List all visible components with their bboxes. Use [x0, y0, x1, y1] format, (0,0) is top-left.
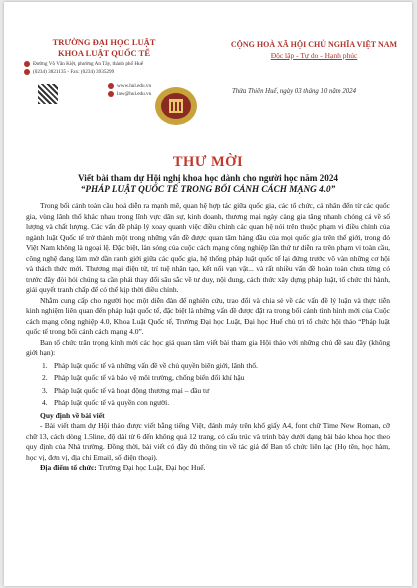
address: Đường Võ Văn Kiệt, phường An Tây, thành phố Huế	[33, 61, 144, 67]
list-item	[42, 361, 390, 372]
section-heading: Quy định về bài viết	[40, 410, 105, 420]
location-pin-icon	[24, 61, 30, 67]
school-name	[44, 37, 164, 59]
item-number: 2.	[42, 373, 48, 382]
location-line	[26, 463, 390, 474]
item-text: Pháp luật quốc tế và quyền con người.	[54, 398, 170, 407]
paragraph: Ban tổ chức trân trọng kính mời các học giả quan tâm viết bài tham gia Hội thảo với những chủ đề sau đây (không giới hạn):	[26, 337, 390, 357]
school-name-line1: TRƯỜNG ĐẠI HỌC LUẬT	[52, 37, 156, 47]
letter-header	[4, 2, 412, 134]
paragraph: - Bài viết tham dự Hội thảo được viết bằng tiếng Việt, đánh máy trên khổ giấy A4, font chữ Time New Roman, cỡ chữ 13, cách dòng 1.5line, độ dài từ 6 đến không quá 12 trang, có cấu trúc và trình bày dưới dạng bài báo khoa học theo quy định của Nhà trường. Đồng thời, bài viết có đầy đủ thông tin về tác giả để Ban tổ chức liên lạc (Họ tên, học hàm, học vị, đơn vị, địa chỉ Email, số điện thoại).	[26, 421, 390, 462]
motto: Độc lập - Tự do - Hạnh phúc	[270, 51, 358, 60]
item-text: Pháp luật quốc tế và bảo vệ môi trường, chống biến đổi khí hậu	[54, 373, 245, 382]
list-item	[42, 398, 390, 409]
letter-body	[4, 201, 412, 474]
university-logo-icon	[154, 86, 198, 126]
item-text: Pháp luật quốc tế và những vấn đề về chủ quyền biên giới, lãnh thổ.	[54, 360, 258, 370]
item-number: 1.	[42, 360, 48, 370]
item-number: 3.	[42, 385, 48, 395]
topic-list	[26, 361, 390, 409]
list-item	[42, 386, 390, 397]
globe-icon	[108, 83, 114, 89]
website: www.hul.edu.vn	[117, 83, 152, 89]
subtitle-line2: “PHÁP LUẬT QUỐC TẾ TRONG BỐI CẢNH CÁCH MẠNG 4.0”	[80, 184, 336, 194]
date-line: Thừa Thiên Huế, ngày 03 tháng 10 năm 2024	[232, 88, 356, 95]
location-value: Trường Đại học Luật, Đại học Huế.	[98, 463, 206, 472]
document-page	[4, 2, 412, 586]
contact-info	[24, 60, 143, 76]
email: law@hul.edu.vn	[117, 91, 152, 97]
web-contact	[108, 82, 151, 98]
paragraph: Nhằm cung cấp cho người học một diễn đàn để nghiên cứu, trao đổi và chia sẻ về các vấn đề lý luận và thực tiễn kinh nghiệm liên quan đến pháp luật quốc tế, đặc biệt là những vấn đề được đặt ra trong bối cảnh tình hình mới của Cuộc cách mạng công nghiệp 4.0, Khoa Luật Quốc tế, Trường Đại học Luật, Đại học Huế chủ trì tổ chức hội thảo “Pháp luật quốc tế trong bối cảnh cách mạng 4.0”.	[26, 295, 390, 336]
phone-icon	[24, 69, 30, 75]
country-name: CỘNG HOÀ XÃ HỘI CHỦ NGHĨA VIỆT NAM	[230, 40, 398, 49]
item-number: 4.	[42, 398, 48, 407]
location-label: Địa điểm tổ chức:	[40, 463, 97, 472]
item-text: Pháp luật quốc tế và hoạt động thương mại – đầu tư	[54, 385, 210, 395]
document-title: THƯ MỜI	[172, 154, 244, 170]
list-item	[42, 373, 390, 384]
national-motto	[219, 40, 409, 60]
paragraph: Trong bối cảnh toàn cầu hoá diễn ra mạnh mẽ, quan hệ hợp tác giữa quốc gia, các tổ chức, cá nhân đến từ các quốc gia, vùng lãnh thổ khác nhau trong lĩnh vực dân sự, kinh doanh, thương mại ngày càng gia tăng nhanh chóng cả về số lượng và chất lượng. Các vấn đề pháp lý xoay quanh việc điều chỉnh các quan hệ nói trên thuộc phạm vi điều chỉnh của ngành luật Quốc tế trở thành một trong những vấn đề được quan tâm hàng đầu của mọi quốc gia trên thế giới, trong đó Việt Nam không là ngoại lệ. Đặc biệt, làn sóng của cuộc cách mạng công nghiệp lần thứ tư diễn ra trên phạm vi toàn cầu, công nghệ đang làm mờ dần ranh giới giữa các quốc gia, hệ thống pháp luật quốc tế lại đứng trước vô vàn những cơ hội và thách thức mới. Thương mại điện tử, trí tuệ nhân tạo, kết nối vạn vật... và rất nhiều vấn đề hoàn toàn chưa từng có trước đây đòi hỏi chúng ta cần phải thay đổi sâu sắc về tư duy, nội dung, cách thức xây dựng pháp luật, tổ chức thi hành, giải quyết tranh chấp để có thể kịp thời điều chỉnh.	[26, 201, 390, 294]
document-subtitle	[4, 173, 412, 195]
phone-fax: (0234) 3821135 - Fax: (0234) 3935299	[33, 69, 115, 75]
mail-icon	[108, 91, 114, 97]
qr-code-icon	[38, 84, 58, 104]
faculty-name: KHOA LUẬT QUỐC TẾ	[57, 48, 151, 58]
subtitle-line1: Viết bài tham dự Hội nghị khoa học dành cho người học năm 2024	[77, 173, 339, 183]
